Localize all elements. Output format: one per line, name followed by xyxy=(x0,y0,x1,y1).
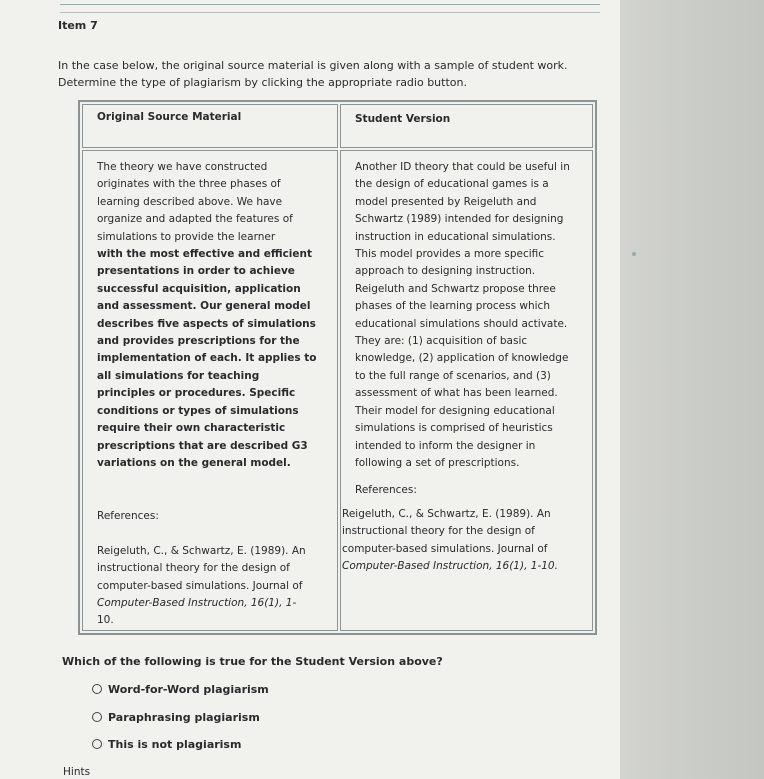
radio-button[interactable] xyxy=(92,684,102,694)
original-line: learning described above. We have xyxy=(97,195,283,208)
item-title: Item 7 xyxy=(58,19,98,32)
student-line: Another ID theory that could be useful in xyxy=(355,161,570,173)
decorative-dot xyxy=(632,252,636,256)
original-line: implementation of each. It applies to xyxy=(97,352,317,365)
student-line: Schwartz (1989) intended for designing xyxy=(355,213,564,226)
hints-link[interactable]: Hints xyxy=(63,766,91,778)
comparison-table xyxy=(78,100,597,635)
reference-line: computer-based simulations. Journal of xyxy=(97,579,303,592)
header-student: Student Version xyxy=(340,104,593,148)
student-line: This model provides a more specific xyxy=(355,248,545,261)
divider xyxy=(60,12,600,13)
option-word-for-word[interactable] xyxy=(92,683,269,696)
reference-line: Reigeluth, C., & Schwartz, E. (1989). An xyxy=(342,507,551,520)
reference-line: instructional theory for the design of xyxy=(97,562,290,575)
student-line: educational simulations should activate. xyxy=(355,317,568,330)
original-line: originates with the three phases of xyxy=(97,178,281,191)
original-line: describes five aspects of simulations xyxy=(97,317,316,330)
student-line: following a set of prescriptions. xyxy=(355,456,520,469)
original-cell xyxy=(82,150,338,631)
option-not-plagiarism[interactable] xyxy=(92,738,241,751)
reference-line: 10. xyxy=(97,614,114,627)
original-line: principles or procedures. Specific xyxy=(97,387,296,400)
student-line: instruction in educational simulations. xyxy=(355,230,556,243)
references-label: References: xyxy=(355,484,417,497)
header-original: Original Source Material xyxy=(82,104,338,148)
reference-line: instructional theory for the design of xyxy=(342,525,535,538)
divider xyxy=(60,4,600,5)
student-line: phases of the learning process which xyxy=(355,300,550,313)
student-line: simulations is comprised of heuristics xyxy=(355,422,553,435)
radio-button[interactable] xyxy=(92,712,102,722)
student-line: model presented by Reigeluth and xyxy=(355,195,537,208)
option-label: Paraphrasing plagiarism xyxy=(108,711,260,724)
reference-line: Computer-Based Instruction, 16(1), 1-10. xyxy=(342,559,558,572)
background-margin xyxy=(620,0,764,779)
student-line: They are: (1) acquisition of basic xyxy=(355,335,528,348)
option-label: This is not plagiarism xyxy=(108,738,242,751)
original-line: and assessment. Our general model xyxy=(97,300,311,313)
option-paraphrasing[interactable] xyxy=(92,711,260,724)
student-line: Reigeluth and Schwartz propose three xyxy=(355,282,556,295)
question-text: Which of the following is true for the Student Version above? xyxy=(62,655,443,668)
reference-line: Computer-Based Instruction, 16(1), 1- xyxy=(97,596,297,609)
original-line: prescriptions that are described G3 xyxy=(97,439,308,452)
student-text xyxy=(355,159,578,500)
original-references xyxy=(97,508,323,629)
student-line: approach to designing instruction. xyxy=(355,265,536,278)
reference-line: Reigeluth, C., & Schwartz, E. (1989). An xyxy=(97,544,306,557)
original-line: require their own characteristic xyxy=(97,422,286,435)
student-line: to the full range of scenarios, and (3) xyxy=(355,369,551,382)
instruction-line: In the case below, the original source material is given along with a sample of student work. xyxy=(58,59,568,72)
student-line: intended to inform the designer in xyxy=(355,439,536,452)
instruction-line: Determine the type of plagiarism by clicking the appropriate radio button. xyxy=(58,76,467,89)
radio-button[interactable] xyxy=(92,739,102,749)
original-line: organize and adapted the features of xyxy=(97,213,293,226)
option-label: Word-for-Word plagiarism xyxy=(108,683,269,696)
original-line: all simulations for teaching xyxy=(97,369,260,382)
original-line: variations on the general model. xyxy=(97,456,291,469)
original-line: and provides prescriptions for the xyxy=(97,335,300,348)
original-line: conditions or types of simulations xyxy=(97,404,299,417)
reference-line: computer-based simulations. Journal of xyxy=(342,542,548,555)
student-cell xyxy=(340,150,593,631)
student-line: assessment of what has been learned. xyxy=(355,387,558,400)
original-line: presentations in order to achieve xyxy=(97,265,295,278)
student-references xyxy=(342,506,578,576)
student-line: the design of educational games is a xyxy=(355,178,549,191)
student-line: Their model for designing educational xyxy=(355,404,555,417)
instructions xyxy=(58,57,598,91)
original-line: successful acquisition, application xyxy=(97,282,301,295)
original-line: with the most effective and efficient xyxy=(97,248,313,261)
original-line: simulations to provide the learner xyxy=(97,230,276,243)
original-line: The theory we have constructed xyxy=(97,161,268,173)
references-label: References: xyxy=(97,510,159,523)
original-text xyxy=(97,159,323,472)
student-line: knowledge, (2) application of knowledge xyxy=(355,352,569,365)
